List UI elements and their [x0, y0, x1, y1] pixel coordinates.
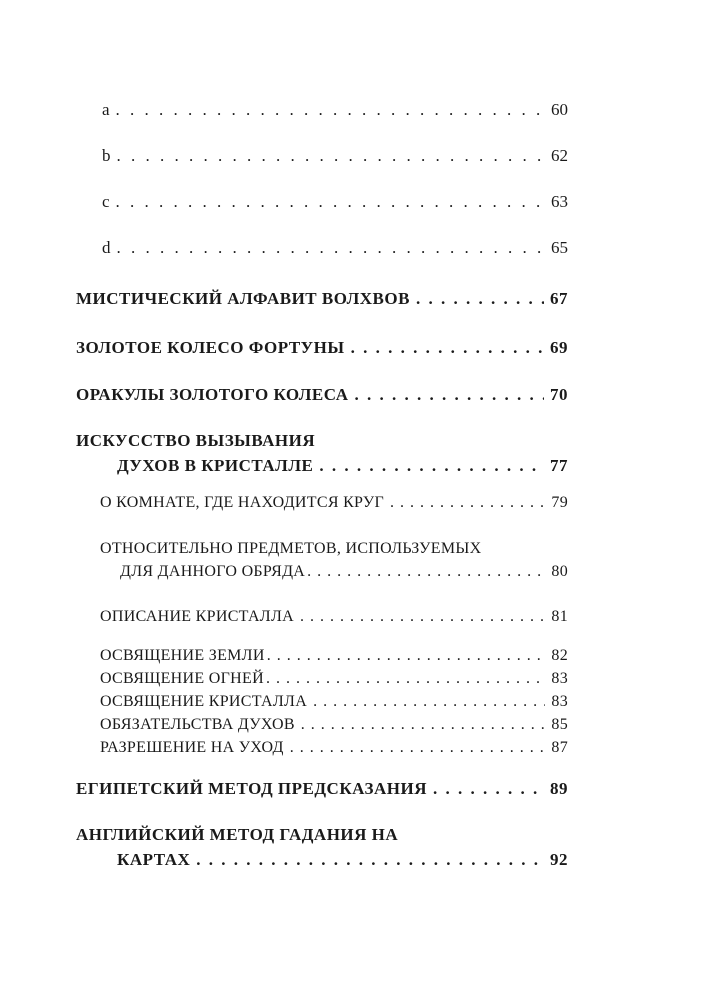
- toc-page-number: 87: [551, 739, 568, 756]
- toc-page-number: 62: [551, 146, 568, 165]
- toc-entry-departure: [100, 739, 568, 757]
- toc-page-number: 65: [551, 238, 568, 257]
- dot-leader: [117, 238, 546, 258]
- toc-entry-egyptian: [76, 779, 568, 799]
- toc-page-number: 69: [550, 338, 568, 357]
- dot-leader: [301, 716, 546, 734]
- dot-leader: [196, 850, 544, 870]
- toc-entry-label: ЕГИПЕТСКИЙ МЕТОД ПРЕДСКАЗАНИЯ: [76, 779, 427, 798]
- toc-entry-room: [100, 494, 568, 512]
- toc-page-number: 77: [550, 456, 568, 475]
- dot-leader: [300, 608, 545, 626]
- toc-entry-label: ЗОЛОТОЕ КОЛЕСО ФОРТУНЫ: [76, 338, 345, 357]
- toc-page-number: 80: [551, 563, 568, 580]
- toc-entry-label: c: [102, 192, 110, 211]
- toc-entry-english: [117, 850, 568, 870]
- toc-entry-english-line1: АНГЛИЙСКИЙ МЕТОД ГАДАНИЯ НА: [76, 825, 399, 844]
- dot-leader: [266, 670, 545, 688]
- toc-entry-crystal-desc: [100, 608, 568, 626]
- toc-entry-label: d: [102, 238, 111, 257]
- toc-entry-label: КАРТАХ: [117, 850, 191, 869]
- toc-page-number: 79: [551, 494, 568, 511]
- toc-page-number: 63: [551, 192, 568, 211]
- toc-entry-earth: [100, 647, 568, 665]
- dot-leader: [313, 693, 545, 711]
- toc-page-number: 81: [551, 608, 568, 625]
- dot-leader: [416, 289, 544, 309]
- dot-leader: [116, 100, 545, 120]
- toc-entry-objects-line1: ОТНОСИТЕЛЬНО ПРЕДМЕТОВ, ИСПОЛЬЗУЕМЫХ: [100, 540, 482, 557]
- toc-page-number: 70: [550, 385, 568, 404]
- toc-entry-objects: [120, 563, 568, 581]
- toc-entry-d: [102, 238, 568, 258]
- toc-page-number: 83: [551, 693, 568, 710]
- dot-leader: [433, 779, 544, 799]
- toc-entry-label: ОСВЯЩЕНИЕ КРИСТАЛЛА: [100, 693, 308, 710]
- toc-entry-label: ОБЯЗАТЕЛЬСТВА ДУХОВ: [100, 716, 295, 733]
- dot-leader: [117, 146, 546, 166]
- toc-entry-label: О КОМНАТЕ, ГДЕ НАХОДИТСЯ КРУГ: [100, 494, 385, 511]
- toc-entry-label: ОРАКУЛЫ ЗОЛОТОГО КОЛЕСА: [76, 385, 349, 404]
- toc-entry-mystic-alphabet: [76, 289, 568, 309]
- toc-entry-label: ОСВЯЩЕНИЕ ОГНЕЙ: [100, 670, 264, 687]
- dot-leader: [354, 385, 544, 405]
- toc-entry-label: ОСВЯЩЕНИЕ ЗЕМЛИ: [100, 647, 265, 664]
- toc-page-number: 85: [551, 716, 568, 733]
- toc-page-number: 82: [551, 647, 568, 664]
- dot-leader: [307, 563, 545, 581]
- toc-entry-obligations: [100, 716, 568, 734]
- toc-entry-label: a: [102, 100, 110, 119]
- toc-entry-b: [102, 146, 568, 166]
- toc-entry-crystal-art: [117, 456, 568, 476]
- toc-entry-crystal-consecration: [100, 693, 568, 711]
- toc-entry-label: РАЗРЕШЕНИЕ НА УХОД: [100, 739, 284, 756]
- toc-entry-c: [102, 192, 568, 212]
- dot-leader: [267, 647, 546, 665]
- toc-entry-label: b: [102, 146, 111, 165]
- toc-entry-label: МИСТИЧЕСКИЙ АЛФАВИТ ВОЛХВОВ: [76, 289, 410, 308]
- toc-page-number: 67: [550, 289, 568, 308]
- toc-entry-crystal-art-line1: ИСКУССТВО ВЫЗЫВАНИЯ: [76, 431, 316, 450]
- toc-entry-label: ОПИСАНИЕ КРИСТАЛЛА: [100, 608, 294, 625]
- toc-entry-label: ДЛЯ ДАННОГО ОБРЯДА: [120, 563, 306, 580]
- toc-entry-a: [102, 100, 568, 120]
- toc-entry-fires: [100, 670, 568, 688]
- toc-page-number: 83: [551, 670, 568, 687]
- toc-page-number: 89: [550, 779, 568, 798]
- dot-leader: [351, 338, 544, 358]
- toc-page-number: 60: [551, 100, 568, 119]
- dot-leader: [116, 192, 545, 212]
- toc-entry-label: ДУХОВ В КРИСТАЛЛЕ: [117, 456, 314, 475]
- dot-leader: [390, 494, 545, 512]
- toc-entry-oracles: [76, 385, 568, 405]
- toc-page-number: 92: [550, 850, 568, 869]
- dot-leader: [319, 456, 544, 476]
- toc-entry-golden-wheel: [76, 338, 568, 358]
- dot-leader: [290, 739, 546, 757]
